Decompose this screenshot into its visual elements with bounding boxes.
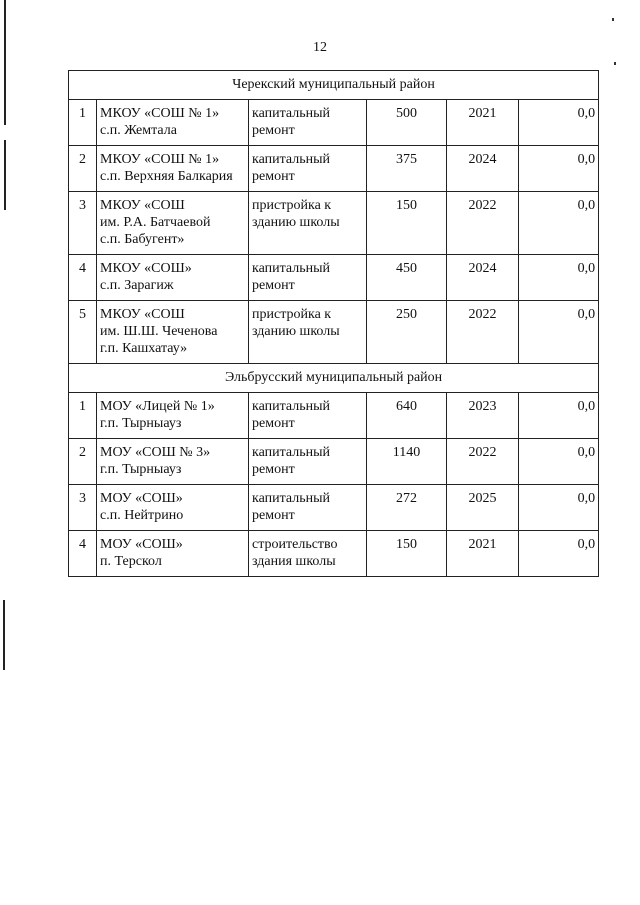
amount-cell: 0,0 [519,192,599,255]
school-cell [97,192,249,255]
table-row [69,100,599,146]
table-row [69,146,599,192]
capacity-cell: 150 [367,531,447,577]
scan-margin-line [4,140,6,210]
work-type-cell [249,100,367,146]
row-number: 2 [69,146,97,192]
amount-cell: 0,0 [519,301,599,364]
page-number: 12 [313,40,327,55]
work-type-line: ремонт [252,169,295,184]
school-cell [97,100,249,146]
school-cell [97,531,249,577]
capacity-cell: 272 [367,485,447,531]
year-cell: 2025 [447,485,519,531]
school-line: МКОУ «СОШ № 1» [100,152,220,167]
work-type-line: капитальный [252,399,330,414]
amount-cell: 0,0 [519,439,599,485]
amount-cell: 0,0 [519,531,599,577]
work-type-cell [249,439,367,485]
row-number: 4 [69,255,97,301]
school-cell [97,146,249,192]
school-line: МОУ «СОШ» [100,537,183,552]
amount-cell: 0,0 [519,255,599,301]
table-row [69,393,599,439]
school-line: с.п. Бабугент» [100,232,185,247]
capacity-cell: 1140 [367,439,447,485]
capacity-cell: 250 [367,301,447,364]
capacity-cell: 375 [367,146,447,192]
year-cell: 2022 [447,301,519,364]
scan-speck [612,18,614,21]
school-line: п. Терскол [100,554,162,569]
school-cell [97,393,249,439]
work-type-line: пристройка к [252,307,332,322]
scan-margin-line [3,600,5,670]
school-line: МКОУ «СОШ [100,198,185,213]
school-cell [97,301,249,364]
capacity-cell: 500 [367,100,447,146]
school-line: с.п. Верхняя Балкария [100,169,233,184]
objects-table [68,70,599,577]
work-type-line: капитальный [252,152,330,167]
work-type-cell [249,531,367,577]
table-body [69,71,599,577]
school-line: с.п. Жемтала [100,123,177,138]
table-row [69,531,599,577]
school-line: МКОУ «СОШ [100,307,185,322]
school-line: МОУ «СОШ» [100,491,183,506]
district-row [69,71,599,100]
work-type-cell [249,485,367,531]
row-number: 3 [69,192,97,255]
school-cell [97,485,249,531]
school-line: г.п. Тырныауз [100,462,182,477]
table-row [69,485,599,531]
work-type-line: зданию школы [252,324,340,339]
year-cell: 2021 [447,100,519,146]
amount-cell: 0,0 [519,393,599,439]
school-line: г.п. Кашхатау» [100,341,188,356]
work-type-cell [249,393,367,439]
school-cell [97,439,249,485]
year-cell: 2021 [447,531,519,577]
year-cell: 2023 [447,393,519,439]
school-line: МКОУ «СОШ № 1» [100,106,220,121]
work-type-line: ремонт [252,278,295,293]
year-cell: 2024 [447,146,519,192]
amount-cell: 0,0 [519,485,599,531]
school-line: МОУ «СОШ № 3» [100,445,211,460]
table-row [69,439,599,485]
row-number: 2 [69,439,97,485]
work-type-line: ремонт [252,508,295,523]
row-number: 1 [69,393,97,439]
work-type-line: капитальный [252,445,330,460]
year-cell: 2024 [447,255,519,301]
work-type-cell [249,255,367,301]
capacity-cell: 450 [367,255,447,301]
work-type-line: пристройка к [252,198,332,213]
work-type-cell [249,146,367,192]
scan-speck [614,62,616,65]
year-cell: 2022 [447,439,519,485]
school-line: с.п. Зарагиж [100,278,174,293]
district-heading: Эльбрусский муниципальный район [69,364,599,393]
row-number: 1 [69,100,97,146]
table-row [69,255,599,301]
work-type-cell [249,301,367,364]
scan-margin-line [4,0,6,125]
work-type-line: ремонт [252,462,295,477]
work-type-line: капитальный [252,261,330,276]
table-row [69,301,599,364]
row-number: 3 [69,485,97,531]
work-type-line: капитальный [252,491,330,506]
work-type-line: ремонт [252,123,295,138]
row-number: 4 [69,531,97,577]
school-cell [97,255,249,301]
amount-cell: 0,0 [519,100,599,146]
capacity-cell: 640 [367,393,447,439]
capacity-cell: 150 [367,192,447,255]
work-type-line: зданию школы [252,215,340,230]
work-type-line: строительство [252,537,338,552]
work-type-cell [249,192,367,255]
district-row [69,364,599,393]
school-line: МОУ «Лицей № 1» [100,399,215,414]
school-line: им. Р.А. Батчаевой [100,215,211,230]
school-line: с.п. Нейтрино [100,508,184,523]
school-line: МКОУ «СОШ» [100,261,192,276]
table-row [69,192,599,255]
amount-cell: 0,0 [519,146,599,192]
year-cell: 2022 [447,192,519,255]
row-number: 5 [69,301,97,364]
work-type-line: здания школы [252,554,336,569]
district-heading: Черекский муниципальный район [69,71,599,100]
work-type-line: ремонт [252,416,295,431]
work-type-line: капитальный [252,106,330,121]
school-line: г.п. Тырныауз [100,416,182,431]
school-line: им. Ш.Ш. Чеченова [100,324,218,339]
